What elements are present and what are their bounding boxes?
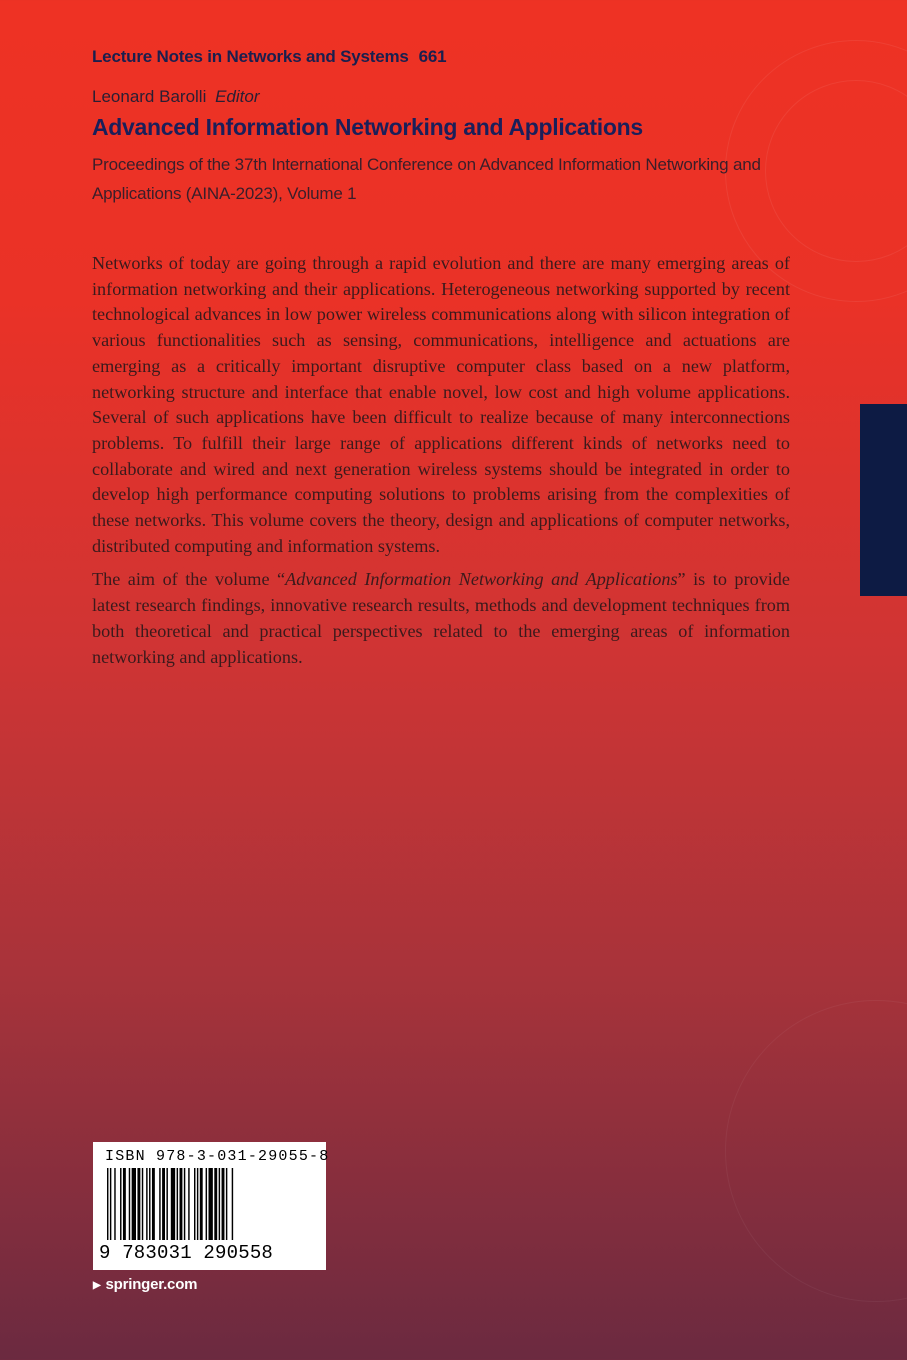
barcode-icon bbox=[107, 1168, 312, 1240]
barcode-box bbox=[93, 1142, 330, 1270]
triangle-right-icon: ▶ bbox=[93, 1280, 101, 1291]
series-name: Lecture Notes in Networks and Systems bbox=[92, 47, 409, 66]
series-volume: 661 bbox=[418, 47, 447, 66]
book-title: Advanced Information Networking and Applications bbox=[92, 114, 643, 140]
editor-role: Editor bbox=[215, 87, 260, 106]
blurb-paragraph-2-end: ” is to provide latest research findings, innovative research results, methods and development techniques from both theoretical and practical perspectives related to the emerging areas of information networking and applications. bbox=[92, 569, 790, 667]
series-line bbox=[92, 47, 446, 67]
back-cover-blurb bbox=[92, 251, 790, 678]
publisher-website: springer.com bbox=[105, 1276, 198, 1293]
decorative-circle bbox=[725, 1000, 907, 1302]
editor-name: Leonard Barolli bbox=[92, 87, 207, 106]
publisher-website-link[interactable] bbox=[93, 1276, 197, 1293]
isbn-label: ISBN 978-3-031-29055-8 bbox=[105, 1148, 330, 1165]
spine-tab bbox=[860, 404, 907, 596]
barcode-digits: 9 783031 290558 bbox=[99, 1242, 274, 1264]
blurb-paragraph-1: Networks of today are going through a rapid evolution and there are many emerging areas of information networking and their applications. Heterogeneous networking supported by recent technological advances in low power wireless communications along with silicon integration of various functionalities such as sensing, communications, intelligence and actuations are emerging as a critically important disruptive computer class based on a new platform, networking structure and interface that enable novel, low cost and high volume applications. Several of such applications have been difficult to realize because of many interconnections problems. To fulfill their large range of applications different kinds of networks need to collaborate and wired and next generation wireless systems should be integrated in order to develop high performance computing solutions to problems arising from the complexities of these networks. This volume covers the theory, design and applications of computer networks, distributed computing and information systems. bbox=[92, 253, 790, 556]
blurb-paragraph-2 bbox=[92, 567, 790, 670]
blurb-book-title-reference: Advanced Information Networking and Applications bbox=[285, 569, 678, 590]
book-subtitle: Proceedings of the 37th International Conference on Advanced Information Networking and Applications (AINA-2023), Volume 1 bbox=[92, 155, 761, 203]
editor-line bbox=[92, 87, 260, 107]
blurb-paragraph-2-start: The aim of the volume “ bbox=[92, 569, 286, 590]
